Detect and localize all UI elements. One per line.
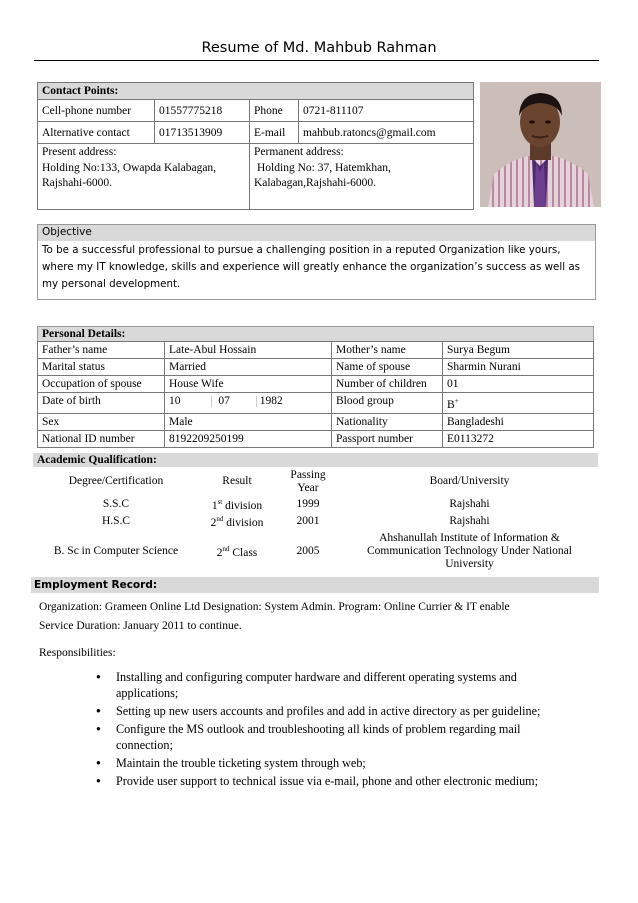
degree-ssc: S.S.C [102,497,130,510]
email-value: mahbub.ratoncs@gmail.com [299,122,474,144]
dob-month: 07 [218,395,230,407]
list-item: ● Configure the MS outlook and troubleshooting all kinds of problem regarding mail connection; [96,721,546,753]
personal-section [37,326,594,448]
personal-heading: Personal Details: [37,326,594,341]
permanent-address [250,144,474,210]
occupation-value: House Wife [165,376,332,393]
sex-label: Sex [38,413,165,430]
passport-label: Passport number [332,430,443,447]
employment-line1: Organization: Grameen Online Ltd Designation: System Admin. Program: Online Currier & IT enable [39,601,510,613]
nid-label: National ID number [38,430,165,447]
passport-value: E0113272 [443,430,594,447]
nationality-value: Bangladeshi [443,413,594,430]
objective-heading: Objective [38,225,595,241]
phone-label: Phone [250,100,299,122]
objective-text: To be a successful professional to pursue a challenging position in a reputed Organization like yours, where my IT knowledge, skills and experience will greatly enhance the organization’s success as well as my personal development. [42,244,581,290]
permanent-label: Permanent address: [254,146,344,158]
cell-label: Cell-phone number [38,100,155,122]
blood-group: B [447,398,455,411]
blood-sign: + [454,397,459,405]
present-address [38,144,250,210]
mother-value: Surya Begum [443,342,594,359]
phone-value: 0721-811107 [299,100,474,122]
sex-value: Male [165,413,332,430]
col-year: Passing Year [290,468,326,494]
nationality-label: Nationality [332,413,443,430]
present-label: Present address: [42,146,117,158]
father-value: Late-Abul Hossain [165,342,332,359]
degree-hsc: H.S.C [101,514,131,527]
occupation-label: Occupation of spouse [38,376,165,393]
alt-label: Alternative contact [38,122,155,144]
permanent-line1: Holding No: 37, Hatemkhan, [257,161,391,174]
objective-section [37,224,596,300]
dob-year: 1982 [259,395,283,407]
col-result: Result [222,475,252,487]
present-line2: Rajshahi-6000. [42,177,112,189]
personal-table [37,341,594,448]
list-item: ● Setting up new users accounts and profiles and add in active directory as per guideline; [96,703,546,719]
father-label: Father’s name [38,342,165,359]
list-item: ● Installing and configuring computer hardware and different operating systems and applications; [96,669,546,701]
cell-value: 01557775218 [155,100,250,122]
contact-heading: Contact Points: [38,83,474,100]
employment-line2: Service Duration: January 2011 to continue. [39,620,242,632]
year-ssc: 1999 [296,497,320,510]
children-value: 01 [443,376,594,393]
col-board: Board/University [429,475,510,487]
employment-details [39,599,599,661]
employment-heading: Employment Record: [31,577,599,593]
nid-value: 8192209250199 [165,430,332,447]
present-line1: Holding No:133, Owapda Kalabagan, [42,161,217,174]
responsibilities-label: Responsibilities: [39,647,116,659]
page-title: Resume of Md. Mahbub Rahman [201,40,437,56]
board-bsc: Ahshanullah Institute of Information & Communication Technology Under National University [367,532,572,571]
board-hsc: Rajshahi [449,514,490,527]
title-underline [34,60,599,61]
degree-bsc: B. Sc in Computer Science [53,545,179,558]
marital-label: Marital status [38,359,165,376]
spouse-value: Sharmin Nurani [443,359,594,376]
result-ssc: 1st division [211,498,263,512]
blood-value [443,393,594,414]
list-item: ● Provide user support to technical issue via e-mail, phone and other electronic medium; [96,773,546,789]
board-ssc: Rajshahi [449,497,490,510]
permanent-line2: Kalabagan,Rajshahi-6000. [254,177,376,189]
email-label: E-mail [250,122,299,144]
responsibilities-list [96,669,546,791]
academic-heading: Academic Qualification: [33,453,598,467]
list-item: ● Maintain the trouble ticketing system through web; [96,755,546,771]
result-hsc: 2nd division [210,514,264,529]
dob-day: 10 [169,395,181,407]
academic-section [33,453,598,574]
mother-label: Mother’s name [332,342,443,359]
contact-table [37,82,474,210]
col-degree: Degree/Certification [68,475,164,487]
children-label: Number of children [332,376,443,393]
dob-label: Date of birth [38,393,165,414]
year-bsc: 2005 [296,545,320,558]
academic-table [33,467,598,574]
profile-photo [480,82,601,207]
result-bsc: 2nd Class [216,545,258,560]
alt-value: 01713513909 [155,122,250,144]
dob-value [165,393,332,414]
spouse-label: Name of spouse [332,359,443,376]
marital-value: Married [165,359,332,376]
blood-label: Blood group [332,393,443,414]
year-hsc: 2001 [296,514,320,527]
